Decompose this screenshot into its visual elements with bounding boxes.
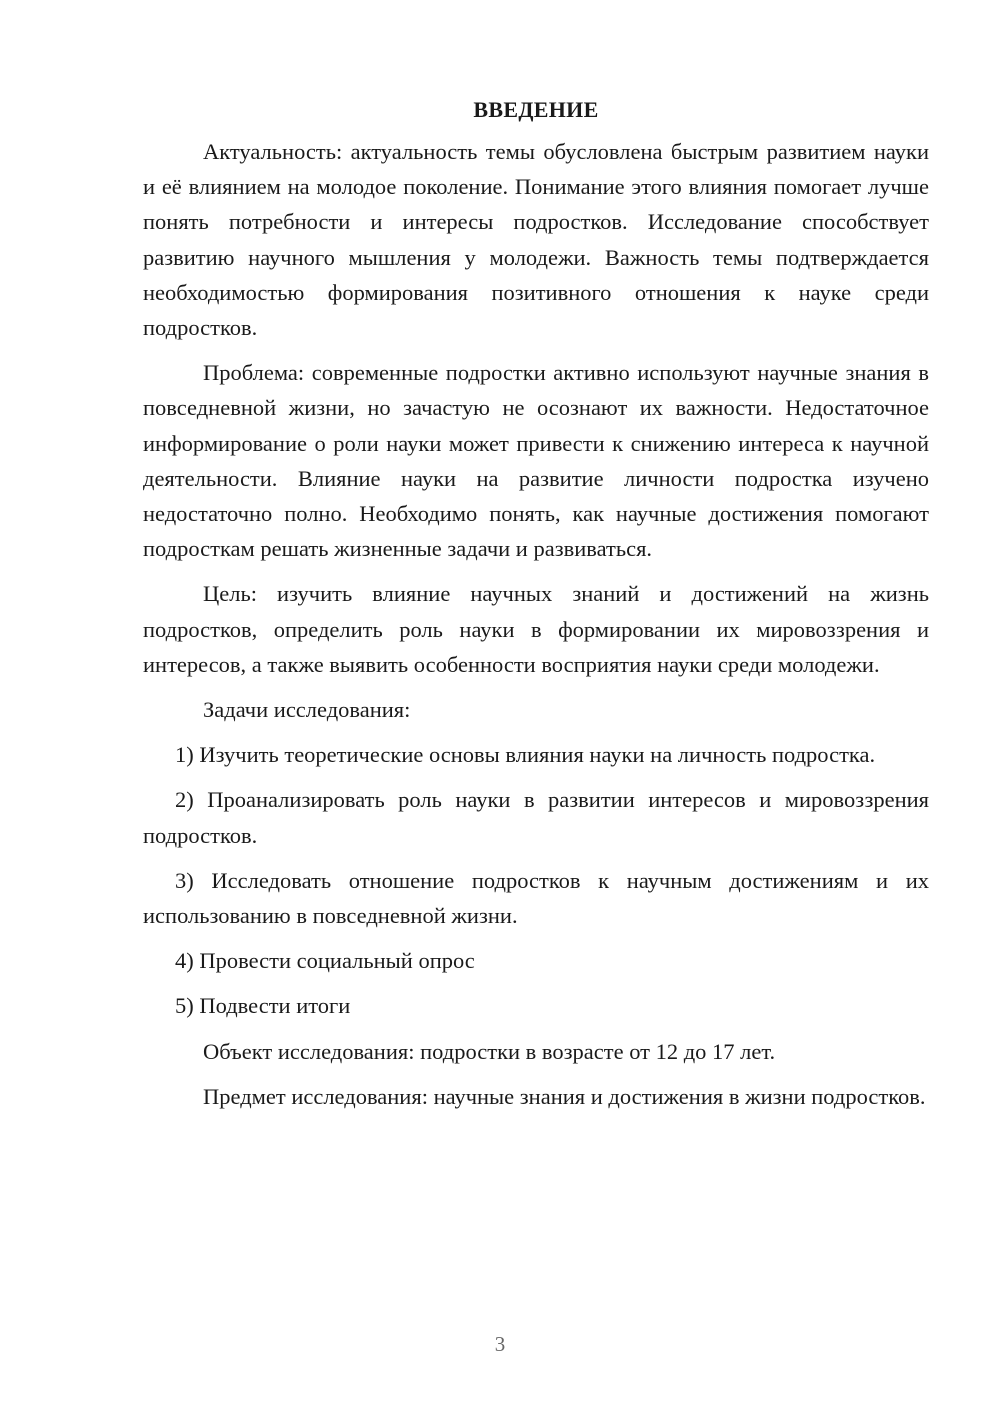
task-item: 1) Изучить теоретические основы влияния науки на личность подростка. <box>175 742 876 768</box>
problem-paragraph: Проблема: современные подростки активно используют научные знания в повседневной жизни, но зачастую не осознают их важности. Недостаточное информирование о роли науки может привести к снижению интереса к научной деятельности. Влияние науки на развитие личности подростка изучено недостаточно полно. Необходимо понять, как научные достижения помогают подросткам решать жизненные задачи и развиваться. <box>143 360 929 562</box>
relevance-paragraph: Актуальность: актуальность темы обусловлена быстрым развитием науки и её влиянием на молодое поколение. Понимание этого влияния помогает лучше понять потребности и интересы подростков. Исследование способствует развитию научного мышления у молодежи. Важность темы подтверждается необходимостью формирования позитивного отношения к науке среди подростков. <box>143 139 929 341</box>
task-item: 3) Исследовать отношение подростков к научным достижениям и их использованию в повседневной жизни. <box>143 867 929 929</box>
tasks-label: Задачи исследования: <box>203 697 411 723</box>
task-item: 4) Провести социальный опрос <box>175 948 475 974</box>
task-item: 2) Проанализировать роль науки в развитии интересов и мировоззрения подростков. <box>143 787 929 848</box>
subject-paragraph: Предмет исследования: научные знания и достижения в жизни подростков. <box>203 1083 926 1109</box>
object-paragraph: Объект исследования: подростки в возрасте от 12 до 17 лет. <box>203 1038 776 1064</box>
page-title: ВВЕДЕНИЕ <box>473 97 599 122</box>
page-number: 3 <box>494 1332 506 1356</box>
task-item: 5) Подвести итоги <box>175 993 351 1019</box>
page-content <box>143 92 929 1124</box>
goal-paragraph: Цель: изучить влияние научных знаний и достижений на жизнь подростков, определить роль науки в формировании их мировоззрения и интересов, а также выявить особенности восприятия науки среди молодежи. <box>143 581 929 677</box>
